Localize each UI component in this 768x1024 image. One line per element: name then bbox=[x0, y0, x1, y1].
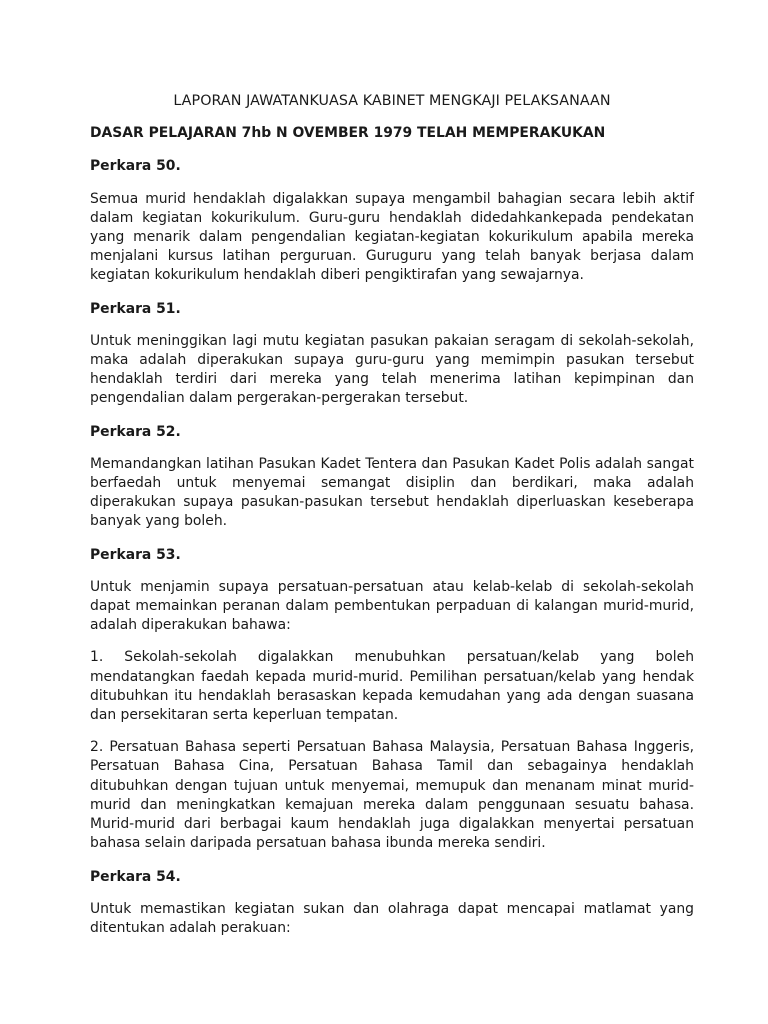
document-title: LAPORAN JAWATANKUASA KABINET MENGKAJI PELAKSANAAN bbox=[173, 93, 611, 109]
section-perkara-50 bbox=[90, 157, 694, 285]
section-heading: Perkara 50. bbox=[90, 158, 181, 175]
section-paragraph: Memandangkan latihan Pasukan Kadet Tentera dan Pasukan Kadet Polis adalah sangat berfaedah untuk menyemai semangat disiplin dan berdikari, maka adalah diperakukan supaya pasukan-pasukan tersebut hendaklah diperluaskan keseberapa banyak yang boleh. bbox=[90, 455, 694, 530]
section-paragraph: Untuk menjamin supaya persatuan-persatuan atau kelab-kelab di sekolah-sekolah dapat memainkan peranan dalam pembentukan perpaduan di kalangan murid-murid, adalah diperakukan bahawa: bbox=[90, 578, 694, 634]
section-perkara-54 bbox=[90, 868, 694, 939]
section-perkara-52 bbox=[90, 423, 694, 532]
numbered-item: 2. Persatuan Bahasa seperti Persatuan Bahasa Malaysia, Persatuan Bahasa Inggeris, Persatuan Bahasa Cina, Persatuan Bahasa Tamil dan sebagainya hendaklah ditubuhkan dengan tujuan untuk menyemai, memupuk dan menanam minat murid-murid dan meningkatkan kemajuan mereka dalam penggunaan sesuatu bahasa. Murid-murid dari berbagai kaum hendaklah juga digalakkan menyertai persatuan bahasa selain daripada persatuan bahasa ibunda mereka sendiri. bbox=[90, 739, 694, 852]
section-heading: Perkara 53. bbox=[90, 546, 181, 563]
document-subtitle: DASAR PELAJARAN 7hb N OVEMBER 1979 TELAH MEMPERAKUKAN bbox=[90, 125, 606, 142]
section-paragraph: Untuk meninggikan lagi mutu kegiatan pasukan pakaian seragam di sekolah-sekolah, maka adalah diperakukan supaya guru-guru yang memimpin pasukan tersebut hendaklah terdiri dari mereka yang telah menerima latihan kepimpinan dan pengendalian dalam pergerakan-pergerakan tersebut. bbox=[90, 332, 694, 407]
section-heading: Perkara 52. bbox=[90, 423, 181, 440]
numbered-item: 1. Sekolah-sekolah digalakkan menubuhkan persatuan/kelab yang boleh mendatangkan faedah kepada murid-murid. Pemilihan persatuan/kelab yang hendak ditubuhkan itu hendaklah berasaskan kepada kemudahan yang ada dengan suasana dan persekitaran serta keperluan tempatan. bbox=[90, 649, 694, 724]
section-paragraph: Semua murid hendaklah digalakkan supaya mengambil bahagian secara lebih aktif dalam kegiatan kokurikulum. Guru-guru hendaklah didedahkankepada pendekatan yang menarik dalam pengendalian kegiatan-kegiatan kokurikulum apabila mereka menjalani kursus latihan perguruan. Guruguru yang telah banyak berjasa dalam kegiatan kokurikulum hendaklah diberi pengiktirafan yang sewajarnya. bbox=[90, 190, 694, 284]
section-perkara-53 bbox=[90, 546, 694, 854]
section-heading: Perkara 54. bbox=[90, 868, 181, 885]
section-perkara-51 bbox=[90, 300, 694, 409]
section-heading: Perkara 51. bbox=[90, 300, 181, 317]
section-paragraph: Untuk memastikan kegiatan sukan dan olahraga dapat mencapai matlamat yang ditentukan adalah perakuan: bbox=[90, 900, 694, 936]
